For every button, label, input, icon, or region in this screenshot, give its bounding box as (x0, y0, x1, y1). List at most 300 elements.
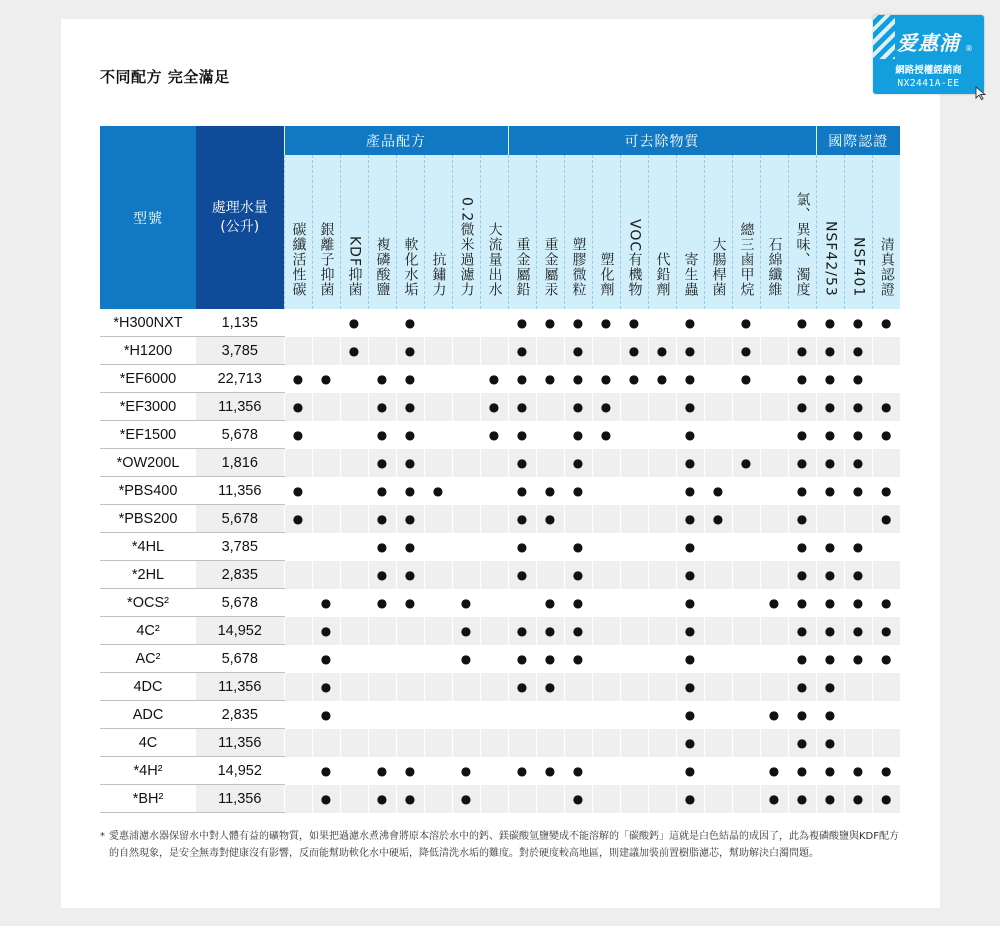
column-header (844, 155, 872, 309)
dot-icon: ● (844, 393, 872, 421)
dot-icon: ● (676, 477, 704, 505)
empty-cell (424, 701, 452, 729)
dot-icon: ● (676, 561, 704, 589)
empty-cell (648, 645, 676, 673)
empty-cell (284, 729, 312, 757)
capacity-cell: 3,785 (196, 337, 284, 365)
empty-cell (340, 701, 368, 729)
model-cell: *EF1500 (100, 421, 196, 449)
capacity-cell: 1,816 (196, 449, 284, 477)
empty-cell (396, 673, 424, 701)
empty-cell (312, 421, 340, 449)
dot-icon: ● (872, 477, 900, 505)
empty-cell (396, 701, 424, 729)
empty-cell (704, 337, 732, 365)
dot-icon: ● (872, 617, 900, 645)
dot-icon: ● (732, 309, 760, 337)
empty-cell (620, 673, 648, 701)
empty-cell (368, 729, 396, 757)
empty-cell (564, 701, 592, 729)
empty-cell (620, 477, 648, 505)
column-header (816, 155, 844, 309)
dot-icon: ● (676, 309, 704, 337)
empty-cell (424, 505, 452, 533)
dot-icon: ● (536, 477, 564, 505)
empty-cell (480, 673, 508, 701)
dot-icon: ● (564, 645, 592, 673)
empty-cell (872, 337, 900, 365)
empty-cell (312, 477, 340, 505)
empty-cell (424, 589, 452, 617)
table-row (100, 673, 900, 701)
empty-cell (424, 645, 452, 673)
column-header (676, 155, 704, 309)
dot-icon: ● (536, 365, 564, 393)
dot-icon: ● (592, 365, 620, 393)
dot-icon: ● (396, 309, 424, 337)
empty-cell (424, 337, 452, 365)
model-cell: ADC (100, 701, 196, 729)
empty-cell (620, 421, 648, 449)
dot-icon: ● (452, 589, 480, 617)
dot-icon: ● (368, 757, 396, 785)
empty-cell (536, 393, 564, 421)
capacity-cell: 1,135 (196, 309, 284, 337)
dot-icon: ● (312, 757, 340, 785)
empty-cell (704, 617, 732, 645)
dot-icon: ● (396, 477, 424, 505)
dot-icon: ● (816, 561, 844, 589)
empty-cell (424, 533, 452, 561)
empty-cell (284, 673, 312, 701)
dot-icon: ● (564, 449, 592, 477)
empty-cell (340, 785, 368, 813)
empty-cell (620, 701, 648, 729)
dot-icon: ● (676, 449, 704, 477)
dot-icon: ● (396, 421, 424, 449)
empty-cell (592, 645, 620, 673)
empty-cell (592, 589, 620, 617)
model-header: 型號 (100, 126, 196, 309)
empty-cell (452, 505, 480, 533)
group-header-2: 可去除物質 (508, 126, 816, 155)
empty-cell (340, 477, 368, 505)
empty-cell (732, 477, 760, 505)
empty-cell (480, 617, 508, 645)
empty-cell (704, 533, 732, 561)
column-header-label: NSF401 (850, 236, 867, 297)
dot-icon: ● (536, 673, 564, 701)
empty-cell (480, 505, 508, 533)
empty-cell (760, 421, 788, 449)
dot-icon: ● (816, 365, 844, 393)
dot-icon: ● (508, 449, 536, 477)
dot-icon: ● (508, 757, 536, 785)
dot-icon: ● (452, 617, 480, 645)
dot-icon: ● (788, 421, 816, 449)
dot-icon: ● (284, 393, 312, 421)
empty-cell (340, 505, 368, 533)
capacity-cell: 5,678 (196, 589, 284, 617)
footnote (100, 828, 900, 862)
empty-cell (340, 449, 368, 477)
dot-icon: ● (872, 309, 900, 337)
dot-icon: ● (816, 757, 844, 785)
dot-icon: ● (424, 477, 452, 505)
dot-icon: ● (536, 309, 564, 337)
dot-icon: ● (536, 757, 564, 785)
empty-cell (704, 589, 732, 617)
empty-cell (480, 729, 508, 757)
dot-icon: ● (508, 533, 536, 561)
empty-cell (312, 505, 340, 533)
empty-cell (648, 673, 676, 701)
dot-icon: ● (816, 645, 844, 673)
empty-cell (760, 393, 788, 421)
empty-cell (564, 505, 592, 533)
empty-cell (536, 785, 564, 813)
dot-icon: ● (340, 309, 368, 337)
empty-cell (284, 309, 312, 337)
dot-icon: ● (816, 337, 844, 365)
model-cell: *H1200 (100, 337, 196, 365)
empty-cell (508, 589, 536, 617)
dot-icon: ● (564, 533, 592, 561)
model-cell: *2HL (100, 561, 196, 589)
empty-cell (284, 561, 312, 589)
empty-cell (340, 617, 368, 645)
dot-icon: ● (312, 365, 340, 393)
empty-cell (564, 729, 592, 757)
empty-cell (620, 589, 648, 617)
empty-cell (536, 337, 564, 365)
dot-icon: ● (676, 505, 704, 533)
column-header (396, 155, 424, 309)
model-cell: *4H² (100, 757, 196, 785)
footnote-star: * (100, 831, 105, 842)
table-row (100, 617, 900, 645)
dot-icon: ● (676, 589, 704, 617)
empty-cell (648, 421, 676, 449)
empty-cell (340, 589, 368, 617)
dot-icon: ● (872, 757, 900, 785)
dot-icon: ● (284, 505, 312, 533)
dot-icon: ● (508, 617, 536, 645)
badge-brand: 爱惠浦 (897, 31, 960, 55)
table-row (100, 309, 900, 337)
capacity-cell: 5,678 (196, 421, 284, 449)
dot-icon: ● (872, 505, 900, 533)
model-cell: *BH² (100, 785, 196, 813)
column-header-label: 總三鹵甲烷 (738, 222, 755, 297)
empty-cell (592, 729, 620, 757)
table-row (100, 337, 900, 365)
page-title: 不同配方 完全滿足 (100, 68, 230, 86)
empty-cell (480, 337, 508, 365)
empty-cell (620, 533, 648, 561)
empty-cell (648, 533, 676, 561)
column-header (312, 155, 340, 309)
dot-icon: ● (396, 533, 424, 561)
empty-cell (592, 673, 620, 701)
empty-cell (480, 589, 508, 617)
empty-cell (732, 785, 760, 813)
empty-cell (704, 393, 732, 421)
empty-cell (452, 561, 480, 589)
empty-cell (844, 701, 872, 729)
column-header-label: KDF抑菌 (346, 235, 363, 297)
dot-icon: ● (368, 477, 396, 505)
column-header-label: 寄生蟲 (682, 252, 699, 297)
capacity-header-line: 處理水量 (211, 199, 268, 216)
capacity-cell: 5,678 (196, 505, 284, 533)
table-row (100, 477, 900, 505)
capacity-cell: 11,356 (196, 393, 284, 421)
column-header (284, 155, 312, 309)
empty-cell (872, 729, 900, 757)
column-header-label: 0.2微米過濾力 (458, 196, 475, 297)
empty-cell (536, 449, 564, 477)
dot-icon: ● (620, 337, 648, 365)
empty-cell (648, 449, 676, 477)
empty-cell (452, 533, 480, 561)
dot-icon: ● (312, 589, 340, 617)
column-header (620, 155, 648, 309)
column-header-label: 銀離子抑菌 (318, 222, 335, 297)
table-row (100, 729, 900, 757)
dot-icon: ● (676, 701, 704, 729)
dot-icon: ● (564, 309, 592, 337)
empty-cell (592, 337, 620, 365)
dot-icon: ● (564, 617, 592, 645)
capacity-cell: 2,835 (196, 561, 284, 589)
dot-icon: ● (788, 645, 816, 673)
empty-cell (620, 505, 648, 533)
dot-icon: ● (676, 673, 704, 701)
empty-cell (284, 533, 312, 561)
table-row (100, 365, 900, 393)
dot-icon: ● (564, 365, 592, 393)
dot-icon: ● (508, 645, 536, 673)
dot-icon: ● (872, 645, 900, 673)
empty-cell (340, 561, 368, 589)
capacity-header (196, 126, 284, 309)
empty-cell (732, 729, 760, 757)
dot-icon: ● (788, 477, 816, 505)
column-header (564, 155, 592, 309)
dot-icon: ● (844, 337, 872, 365)
dot-icon: ● (564, 337, 592, 365)
dot-icon: ● (816, 449, 844, 477)
empty-cell (704, 729, 732, 757)
table-row (100, 645, 900, 673)
empty-cell (648, 561, 676, 589)
empty-cell (480, 645, 508, 673)
dot-icon: ● (732, 449, 760, 477)
dot-icon: ● (368, 533, 396, 561)
dot-icon: ● (312, 701, 340, 729)
dot-icon: ● (844, 785, 872, 813)
dot-icon: ● (508, 421, 536, 449)
model-cell: 4DC (100, 673, 196, 701)
dot-icon: ● (284, 477, 312, 505)
dot-icon: ● (312, 645, 340, 673)
model-cell: *H300NXT (100, 309, 196, 337)
empty-cell (452, 309, 480, 337)
dot-icon: ● (592, 421, 620, 449)
column-header (732, 155, 760, 309)
empty-cell (424, 617, 452, 645)
empty-cell (424, 729, 452, 757)
empty-cell (368, 701, 396, 729)
dot-icon: ● (788, 785, 816, 813)
dot-icon: ● (844, 757, 872, 785)
column-header (872, 155, 900, 309)
table-row (100, 505, 900, 533)
empty-cell (648, 477, 676, 505)
dot-icon: ● (676, 533, 704, 561)
dot-icon: ● (788, 337, 816, 365)
dot-icon: ● (676, 337, 704, 365)
empty-cell (312, 729, 340, 757)
dot-icon: ● (676, 785, 704, 813)
column-header-label: 代鉛劑 (654, 252, 671, 297)
column-header-label: 塑膠微粒 (570, 237, 587, 297)
empty-cell (704, 673, 732, 701)
empty-cell (424, 393, 452, 421)
empty-cell (704, 309, 732, 337)
empty-cell (732, 421, 760, 449)
empty-cell (648, 617, 676, 645)
table-row (100, 785, 900, 813)
model-cell: *PBS200 (100, 505, 196, 533)
column-header-label: 清真認證 (878, 237, 895, 297)
dot-icon: ● (396, 589, 424, 617)
dot-icon: ● (872, 393, 900, 421)
dot-icon: ● (788, 365, 816, 393)
column-header-label: NSF42/53 (822, 221, 839, 297)
dot-icon: ● (396, 785, 424, 813)
empty-cell (340, 533, 368, 561)
dot-icon: ● (368, 421, 396, 449)
column-header (424, 155, 452, 309)
empty-cell (368, 309, 396, 337)
table-row (100, 533, 900, 561)
dot-icon: ● (788, 533, 816, 561)
dot-icon: ● (536, 645, 564, 673)
empty-cell (592, 561, 620, 589)
column-header (368, 155, 396, 309)
empty-cell (844, 673, 872, 701)
dot-icon: ● (452, 785, 480, 813)
dot-icon: ● (396, 449, 424, 477)
dot-icon: ● (536, 589, 564, 617)
empty-cell (592, 701, 620, 729)
empty-cell (312, 393, 340, 421)
authorized-dealer-badge[interactable] (873, 15, 984, 94)
empty-cell (536, 561, 564, 589)
dot-icon: ● (284, 421, 312, 449)
empty-cell (760, 645, 788, 673)
empty-cell (704, 561, 732, 589)
dot-icon: ● (508, 505, 536, 533)
dot-icon: ● (760, 701, 788, 729)
empty-cell (592, 617, 620, 645)
empty-cell (704, 421, 732, 449)
empty-cell (340, 421, 368, 449)
empty-cell (284, 757, 312, 785)
column-header-label: 重金屬汞 (542, 237, 559, 297)
empty-cell (592, 785, 620, 813)
empty-cell (480, 533, 508, 561)
empty-cell (424, 785, 452, 813)
dot-icon: ● (844, 561, 872, 589)
empty-cell (620, 561, 648, 589)
column-header-label: 大流量出水 (486, 222, 503, 297)
dot-icon: ● (396, 561, 424, 589)
empty-cell (480, 477, 508, 505)
empty-cell (536, 701, 564, 729)
empty-cell (452, 729, 480, 757)
dot-icon: ● (508, 561, 536, 589)
dot-icon: ● (648, 337, 676, 365)
empty-cell (704, 785, 732, 813)
empty-cell (424, 309, 452, 337)
empty-cell (452, 365, 480, 393)
empty-cell (732, 393, 760, 421)
group-header-1: 產品配方 (284, 126, 508, 155)
empty-cell (732, 673, 760, 701)
dot-icon: ● (788, 309, 816, 337)
dot-icon: ● (396, 393, 424, 421)
dot-icon: ● (340, 337, 368, 365)
empty-cell (284, 785, 312, 813)
empty-cell (592, 449, 620, 477)
badge-subtitle: 網路授權經銷商 (895, 65, 962, 76)
empty-cell (396, 729, 424, 757)
capacity-cell: 11,356 (196, 785, 284, 813)
empty-cell (424, 449, 452, 477)
empty-cell (312, 561, 340, 589)
empty-cell (424, 421, 452, 449)
dot-icon: ● (760, 589, 788, 617)
empty-cell (452, 673, 480, 701)
empty-cell (732, 701, 760, 729)
dot-icon: ● (788, 589, 816, 617)
dot-icon: ● (788, 449, 816, 477)
empty-cell (872, 449, 900, 477)
column-header-label: 軟化水垢 (402, 237, 419, 297)
empty-cell (844, 729, 872, 757)
dot-icon: ● (396, 365, 424, 393)
column-header-label: 氯、異味、濁度 (794, 192, 811, 297)
dot-icon: ● (816, 673, 844, 701)
empty-cell (452, 701, 480, 729)
capacity-header-line: (公升) (220, 218, 260, 235)
column-header (592, 155, 620, 309)
empty-cell (452, 337, 480, 365)
empty-cell (760, 617, 788, 645)
dot-icon: ● (452, 757, 480, 785)
empty-cell (312, 449, 340, 477)
empty-cell (732, 561, 760, 589)
empty-cell (452, 421, 480, 449)
empty-cell (480, 701, 508, 729)
empty-cell (816, 505, 844, 533)
empty-cell (872, 365, 900, 393)
dot-icon: ● (508, 477, 536, 505)
empty-cell (592, 505, 620, 533)
